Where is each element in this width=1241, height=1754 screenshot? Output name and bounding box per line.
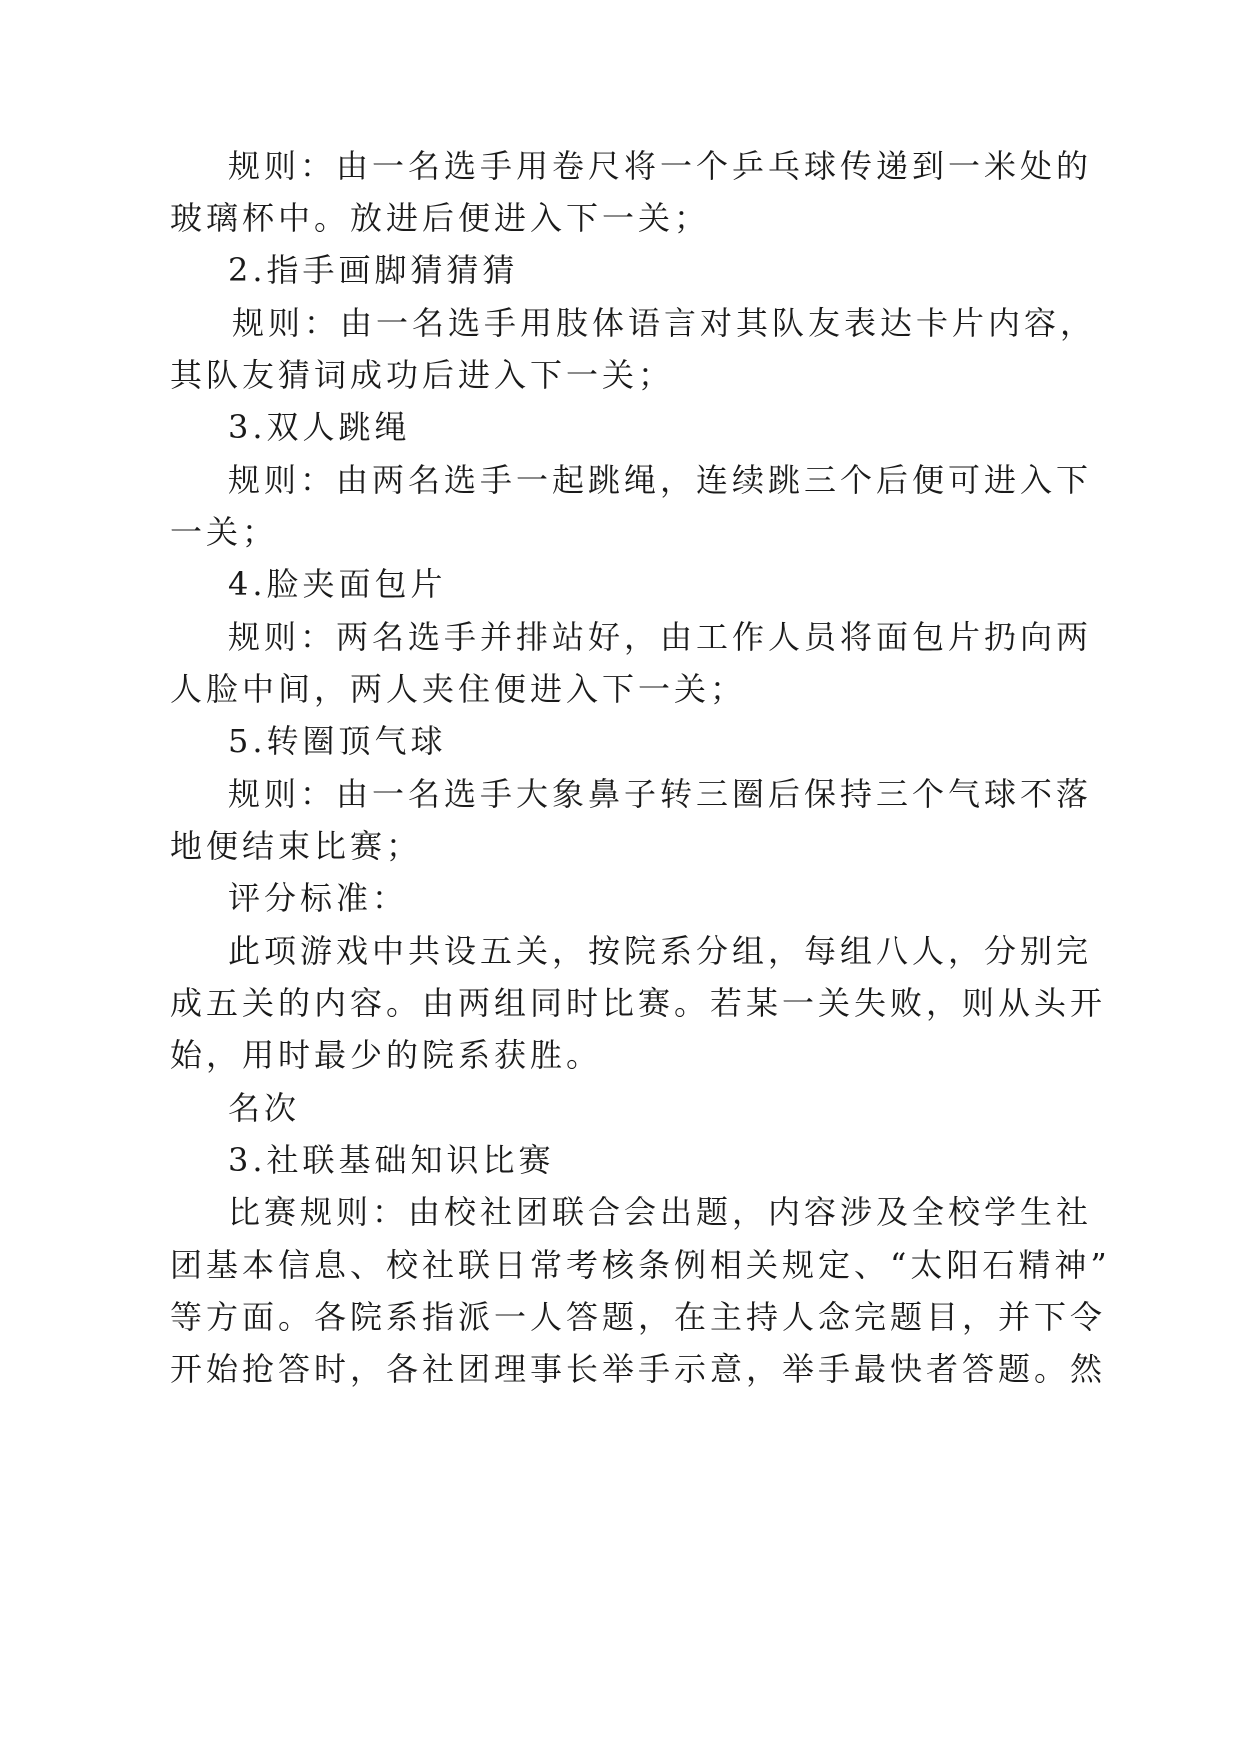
section-heading: 名次: [228, 1089, 301, 1127]
text-line: 地便结束比赛；: [170, 827, 423, 865]
text-line: 此项游戏中共设五关，按院系分组，每组八人，分别完: [228, 932, 1093, 970]
text-line: 人脸中间，两人夹住便进入下一关；: [170, 670, 747, 708]
text-line: 比赛规则：由校社团联合会出题，内容涉及全校学生社: [228, 1193, 1093, 1231]
section-heading: 3.双人跳绳: [228, 408, 411, 446]
section-heading: 3.社联基础知识比赛: [228, 1141, 555, 1179]
text-line: 等方面。各院系指派一人答题，在主持人念完题目，并下令: [170, 1298, 1107, 1336]
section-heading: 2.指手画脚猜猜猜: [228, 251, 519, 289]
text-line: 玻璃杯中。放进后便进入下一关；: [170, 199, 711, 237]
section-heading: 评分标准：: [228, 879, 409, 917]
text-line: 一关；: [170, 513, 279, 551]
text-line: 始，用时最少的院系获胜。: [170, 1036, 603, 1074]
text-line: 规则：由一名选手用肢体语言对其队友表达卡片内容，: [232, 304, 1097, 342]
section-heading: 4.脸夹面包片: [228, 565, 447, 603]
text-line: 规则：由两名选手一起跳绳，连续跳三个后便可进入下: [228, 461, 1093, 499]
text-line: 成五关的内容。由两组同时比赛。若某一关失败，则从头开: [170, 984, 1107, 1022]
text-line: 开始抢答时，各社团理事长举手示意，举手最快者答题。然: [170, 1350, 1107, 1388]
section-heading: 5.转圈顶气球: [228, 722, 447, 760]
text-line: 团基本信息、校社联日常考核条例相关规定、“太阳石精神”: [170, 1246, 1111, 1284]
text-line: 规则：由一名选手大象鼻子转三圈后保持三个气球不落: [228, 775, 1093, 813]
text-line: 其队友猜词成功后进入下一关；: [170, 356, 675, 394]
text-line: 规则：两名选手并排站好，由工作人员将面包片扔向两: [228, 618, 1093, 656]
text-line: 规则：由一名选手用卷尺将一个乒乓球传递到一米处的: [228, 147, 1093, 185]
